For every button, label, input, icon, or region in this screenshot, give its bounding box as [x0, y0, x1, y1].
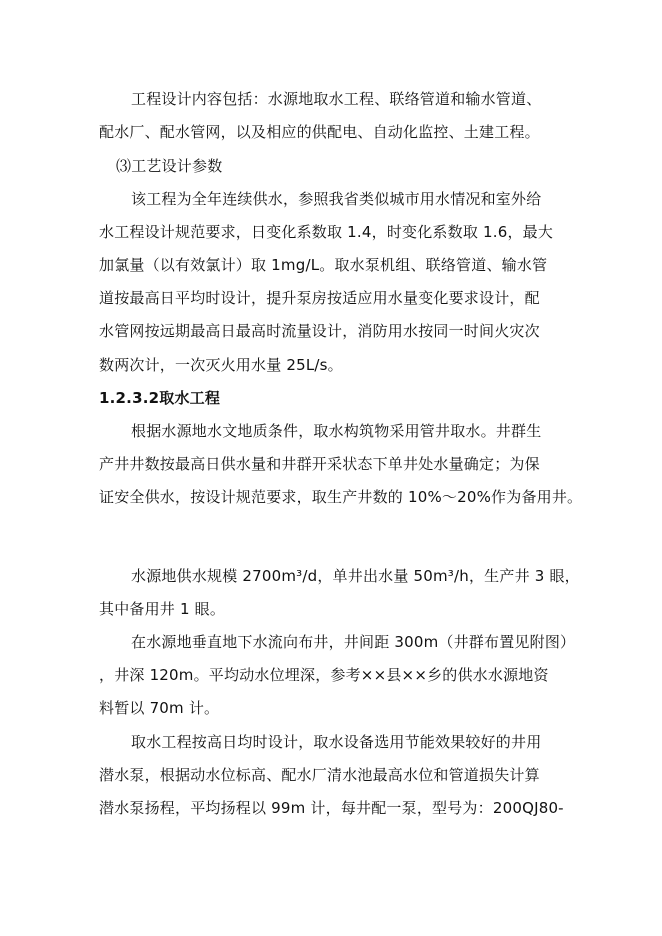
paragraph-line: 料暂以 70m 计。: [99, 699, 220, 717]
paragraph-line: 潜水泵，根据动水位标高、配水厂清水池最高水位和管道损失计算: [99, 766, 540, 784]
paragraph-line: 产井井数按最高日供水量和井群开采状态下单井处水量确定；为保: [99, 455, 540, 473]
paragraph-line: 取水工程按高日均时设计，取水设备选用节能效果较好的井用: [131, 733, 542, 751]
paragraph-line: 水源地供水规模 2700m³/d，单井出水量 50m³/h，生产井 3 眼，: [131, 567, 580, 585]
paragraph-line: ，井深 120m。平均动水位埋深，参考××县××乡的供水水源地资: [99, 666, 549, 684]
paragraph-line: 加氯量（以有效氯计）取 1mg/L。取水泵机组、联络管道、输水管: [99, 256, 548, 274]
paragraph-line: 根据水源地水文地质条件，取水构筑物采用管井取水。井群生: [131, 422, 542, 440]
paragraph-line: 配水厂、配水管网，以及相应的供配电、自动化监控、土建工程。: [99, 123, 540, 141]
paragraph-line: 数两次计，一次灭火用水量 25L/s。: [99, 356, 343, 374]
section-label: ⑶工艺设计参数: [116, 157, 223, 175]
paragraph-line: 水工程设计规范要求，日变化系数取 1.4，时变化系数取 1.6，最大: [99, 223, 554, 241]
paragraph-line: 其中备用井 1 眼。: [99, 600, 226, 618]
paragraph-line: 工程设计内容包括：水源地取水工程、联络管道和输水管道、: [131, 90, 542, 108]
paragraph-line: 道按最高日平均时设计，提升泵房按适应用水量变化要求设计，配: [99, 289, 540, 307]
paragraph-line: 证安全供水，按设计规范要求，取生产井数的 10%～20%作为备用井。: [99, 488, 583, 506]
paragraph-line: 水管网按远期最高日最高时流量设计，消防用水按同一时间火灾次: [99, 322, 540, 340]
paragraph-line: 潜水泵扬程，平均扬程以 99m 计，每井配一泵，型号为：200QJ80-: [99, 799, 564, 817]
paragraph-line: 在水源地垂直地下水流向布井，井间距 300m（井群布置见附图）: [131, 633, 576, 651]
paragraph-line: 该工程为全年连续供水，参照我省类似城市用水情况和室外给: [131, 190, 542, 208]
section-heading: 1.2.3.2取水工程: [99, 389, 221, 407]
